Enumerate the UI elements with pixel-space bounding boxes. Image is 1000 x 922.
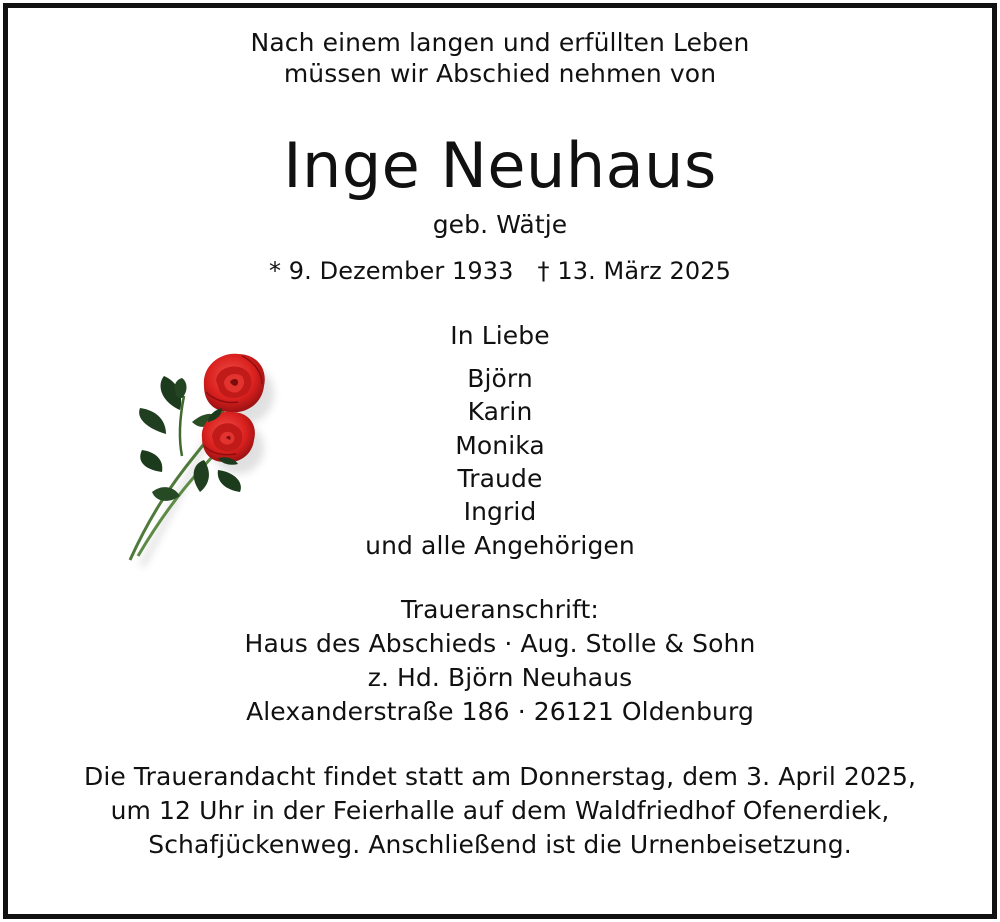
address-label: Traueranschrift:: [401, 595, 599, 624]
address-line-2: z. Hd. Björn Neuhaus: [367, 663, 633, 692]
address-line-3: Alexanderstraße 186 · 26121 Oldenburg: [246, 697, 754, 726]
address-line-1: Haus des Abschieds · Aug. Stolle & Sohn: [244, 629, 756, 658]
red-roses-icon: [122, 346, 282, 586]
life-dates: [0, 255, 1000, 287]
mourners-closing: und alle Angehörigen: [365, 531, 635, 560]
ceremony-line-2: um 12 Uhr in der Feierhalle auf dem Waldfriedhof Ofenerdiek,: [110, 796, 890, 825]
maiden-name: geb. Wätje: [432, 210, 568, 239]
birth-date: * 9. Dezember 1933: [268, 257, 514, 285]
mourner-name: Karin: [467, 397, 533, 426]
death-date: † 13. März 2025: [537, 257, 732, 285]
intro-line-2: müssen wir Abschied nehmen von: [283, 59, 717, 88]
mourner-name: Ingrid: [463, 497, 537, 526]
ceremony-line-1: Die Trauerandacht findet statt am Donnerstag, dem 3. April 2025,: [83, 762, 917, 791]
mourner-name: Traude: [457, 464, 543, 493]
mourners-heading: In Liebe: [450, 321, 550, 350]
ceremony-line-3: Schafjückenweg. Anschließend ist die Urnenbeisetzung.: [148, 830, 852, 859]
intro-line-1: Nach einem langen und erfüllten Leben: [250, 28, 750, 57]
mourner-name: Björn: [467, 364, 533, 393]
deceased-name: Inge Neuhaus: [283, 129, 717, 202]
mourner-name: Monika: [455, 431, 545, 460]
